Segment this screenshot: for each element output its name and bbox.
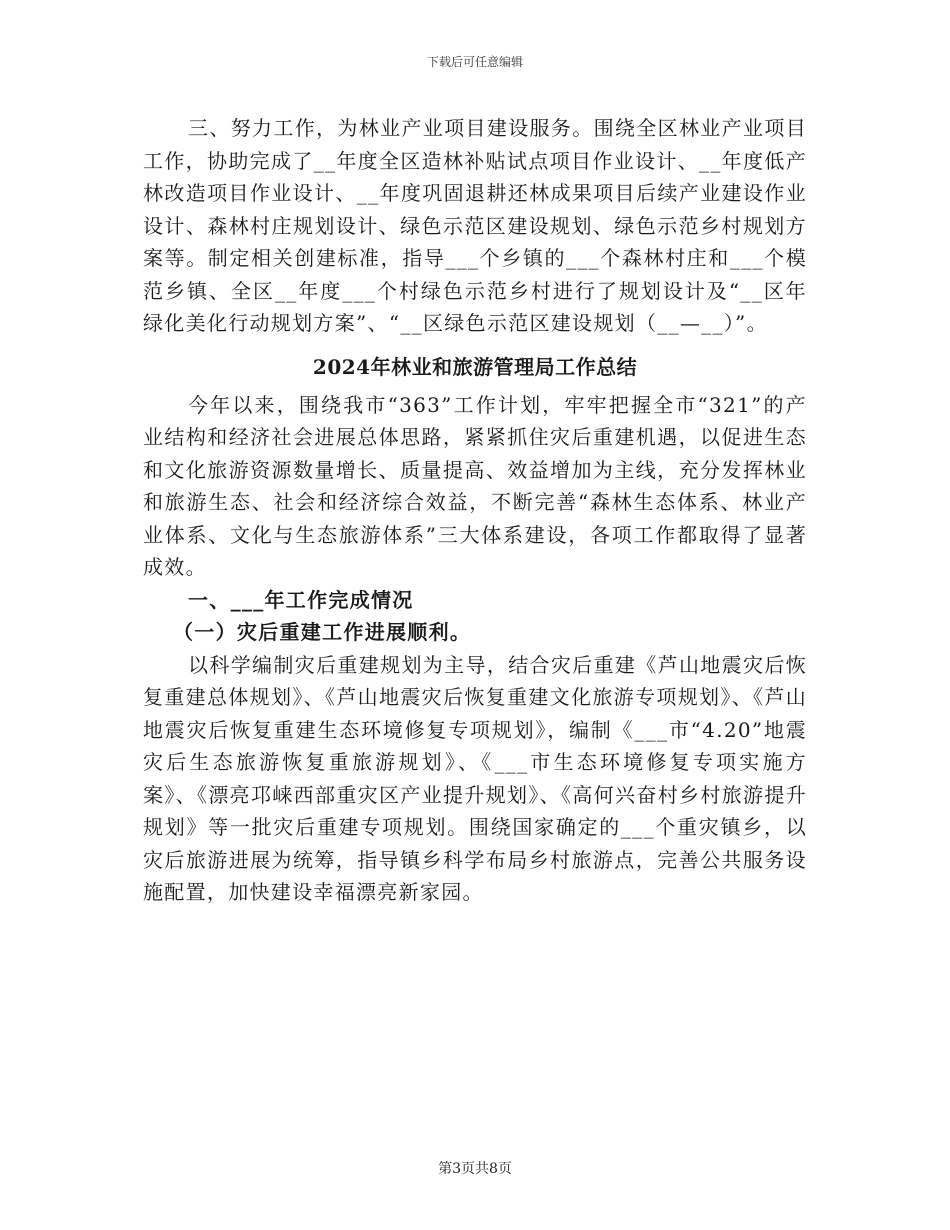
subsection-heading: （一）灾后重建工作进展顺利。 bbox=[173, 620, 472, 644]
page-number: 第3页共8页 bbox=[438, 1161, 512, 1177]
document-title: 2024年林业和旅游管理局工作总结 bbox=[312, 354, 638, 379]
paragraph-intro: 今年以来，围绕我市“363”工作计划，牢牢把握全市“321”的产业结构和经济社会进展总体思路，紧紧抓住灾后重建机遇，以促进生态和文化旅游资源数量增长、质量提高、效益增加为主线，充分发挥林业和旅游生态、社会和经济综合效益，不断完善“森林生态体系、林业产业体系、文化与生态旅游体系”三大体系建设，各项工作都取得了显著成效。 bbox=[143, 392, 807, 579]
section-heading: 一、___年工作完成情况 bbox=[188, 587, 414, 612]
document-body bbox=[143, 112, 807, 909]
paragraph-forestry-projects: 三、努力工作，为林业产业项目建设服务。围绕全区林业产业项目工作，协助完成了__年度全区造林补贴试点项目作业设计、__年度低产林改造项目作业设计、__年度巩固退耕还林成果项目后续产业建设作业设计、森林村庄规划设计、绿色示范区建设规划、绿色示范乡村规划方案等。制定相关创建标准，指导___个乡镇的___个森林村庄和___个模范乡镇、全区__年度___个村绿色示范乡村进行了规划设计及“__区年绿化美化行动规划方案”、“__区绿色示范区建设规划（__—__）”。 bbox=[143, 116, 807, 335]
paragraph-reconstruction: 以科学编制灾后重建规划为主导，结合灾后重建《芦山地震灾后恢复重建总体规划》、《芦山地震灾后恢复重建文化旅游专项规划》、《芦山地震灾后恢复重建生态环境修复专项规划》，编制《___市“4.20”地震灾后生态旅游恢复重旅游规划》、《___市生态环境修复专项实施方案》、《漂亮邛崃西部重灾区产业提升规划》、《高何兴奋村乡村旅游提升规划》等一批灾后重建专项规划。围绕国家确定的___个重灾镇乡，以灾后旅游进展为统筹，指导镇乡科学布局乡村旅游点，完善公共服务设施配置，加快建设幸福漂亮新家园。 bbox=[143, 652, 807, 904]
page-header: 下载后可任意编辑 bbox=[426, 55, 523, 69]
